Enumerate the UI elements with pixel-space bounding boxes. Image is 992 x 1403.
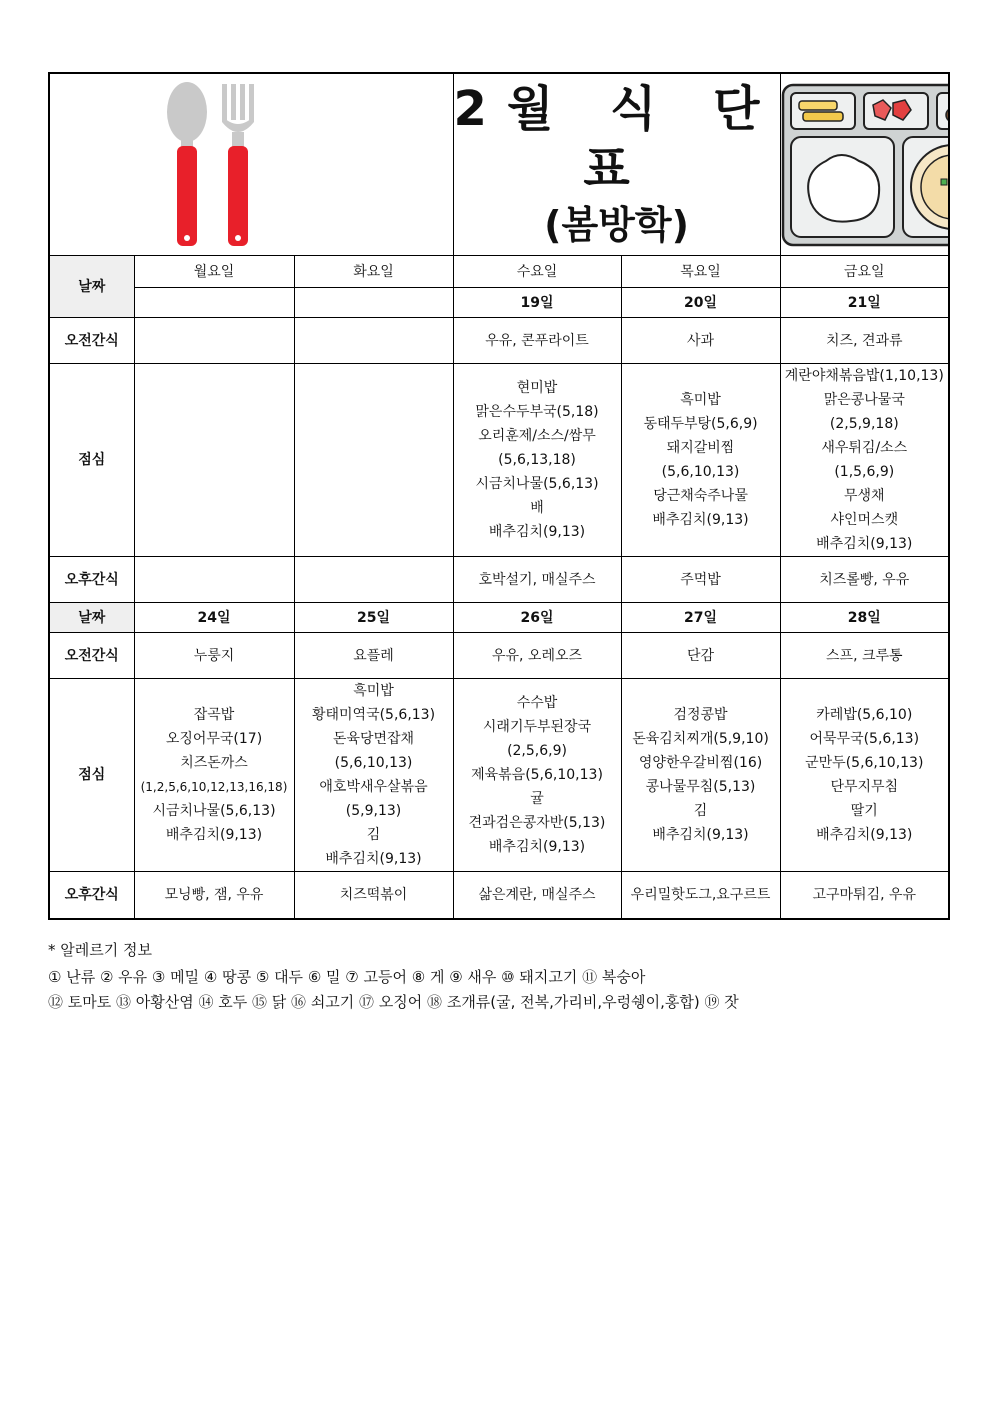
- week1-lunch-fri: [780, 364, 949, 557]
- lunch-item: (5,9,13): [345, 803, 402, 819]
- date-label: 날짜: [49, 256, 134, 318]
- week2-am-snack-fri: 스프, 크루통: [780, 633, 949, 679]
- week1-lunch-mon: [134, 364, 294, 557]
- lunch-item: 귤: [530, 791, 544, 807]
- lunch-item: 치즈돈까스: [180, 755, 248, 771]
- lunch-item: 배추김치(9,13): [488, 524, 586, 540]
- lunch-item: 영양한우갈비찜(16): [638, 755, 763, 771]
- weekday-tue: 화요일: [294, 256, 453, 288]
- lunch-item: 시래기두부된장국: [482, 719, 592, 735]
- menu-sheet: [48, 72, 948, 920]
- lunch-item: (2,5,9,18): [829, 416, 899, 432]
- lunch-label-week2: 점심: [49, 679, 134, 872]
- lunch-item: 제육볶음(5,6,10,13): [471, 767, 603, 783]
- lunch-item: 배추김치(9,13): [816, 827, 913, 843]
- lunch-item: 배추김치(9,13): [165, 827, 263, 843]
- week2-date-thu: 27일: [621, 603, 780, 633]
- week2-lunch-fri: [780, 679, 949, 872]
- week1-lunch-wed: [453, 364, 621, 557]
- week2-lunch-thu: [621, 679, 780, 872]
- lunch-item: 배추김치(9,13): [816, 536, 913, 552]
- morning-snack-label: 오전간식: [49, 318, 134, 364]
- week1-pm-snack-wed: 호박설기, 매실주스: [453, 557, 621, 603]
- lunch-item: 시금치나물(5,6,13): [475, 476, 599, 492]
- week2-am-snack-wed: 우유, 오레오즈: [453, 633, 621, 679]
- fork-icon: [222, 84, 254, 246]
- lunch-item: (5,6,10,13): [661, 464, 740, 480]
- lunch-item: 당근채숙주나물: [653, 488, 748, 504]
- allergy-line-2: ⑫ 토마토 ⑬ 아황산염 ⑭ 호두 ⑮ 닭 ⑯ 쇠고기 ⑰ 오징어 ⑱ 조개류(굴, 전복,가리비,우렁쉥이,홍합) ⑲ 잣: [48, 993, 739, 1011]
- allergy-line-1: ① 난류 ② 우유 ③ 메밀 ④ 땅콩 ⑤ 대두 ⑥ 밀 ⑦ 고등어 ⑧ 게 ⑨ 새우 ⑩ 돼지고기 ⑪ 복숭아: [48, 968, 646, 986]
- weekday-wed: 수요일: [453, 256, 621, 288]
- week2-lunch-wed: [453, 679, 621, 872]
- lunch-item: 잡곡밥: [193, 707, 235, 723]
- lunch-item: (1,2,5,6,10,12,13,16,18): [140, 780, 288, 794]
- lunch-label: 점심: [49, 364, 134, 557]
- lunch-item: 콩나물무침(5,13): [645, 779, 756, 795]
- lunch-item: 배: [530, 500, 544, 516]
- week1-am-snack-tue: [294, 318, 453, 364]
- tray-cell: [780, 73, 949, 256]
- meal-tray-icon: [781, 83, 950, 247]
- week2-pm-snack-tue: 치즈떡볶이: [294, 872, 453, 920]
- lunch-item: 돼지갈비찜: [666, 440, 735, 456]
- allergy-info: [48, 938, 739, 1015]
- lunch-item: 딸기: [850, 803, 878, 819]
- menu-table: [48, 72, 950, 920]
- lunch-item: 어묵무국(5,6,13): [809, 731, 920, 747]
- lunch-item: 오징어무국(17): [165, 731, 263, 747]
- utensils-cell: [49, 73, 453, 256]
- week2-pm-snack-wed: 삶은계란, 매실주스: [453, 872, 621, 920]
- lunch-item: 배추김치(9,13): [488, 839, 586, 855]
- week1-date-mon: [134, 288, 294, 318]
- lunch-item: 샤인머스캣: [830, 512, 899, 528]
- lunch-item: 카레밥(5,6,10): [816, 707, 913, 723]
- lunch-item: 맑은수두부국(5,18): [475, 404, 599, 420]
- week1-date-thu: 20일: [621, 288, 780, 318]
- lunch-item: 오리훈제/소스/쌈무: [478, 428, 596, 444]
- afternoon-snack-label-week2: 오후간식: [49, 872, 134, 920]
- lunch-item: 흑미밥: [680, 392, 721, 408]
- lunch-item: (2,5,6,9): [507, 743, 567, 759]
- lunch-item: 현미밥: [516, 380, 558, 396]
- week1-am-snack-mon: [134, 318, 294, 364]
- morning-snack-label-week2: 오전간식: [49, 633, 134, 679]
- page-subtitle: (봄방학): [544, 202, 689, 247]
- lunch-item: 흑미밥: [353, 683, 394, 699]
- lunch-item: (5,6,13,18): [498, 452, 576, 468]
- week1-date-tue: [294, 288, 453, 318]
- lunch-item: 견과검은콩자반(5,13): [468, 815, 606, 831]
- week2-date-mon: 24일: [134, 603, 294, 633]
- week1-pm-snack-mon: [134, 557, 294, 603]
- week2-pm-snack-mon: 모닝빵, 잼, 우유: [134, 872, 294, 920]
- lunch-item: (1,5,6,9): [834, 464, 895, 480]
- week2-pm-snack-thu: 우리밀핫도그,요구르트: [621, 872, 780, 920]
- week2-pm-snack-fri: 고구마튀김, 우유: [780, 872, 949, 920]
- page-title: 2월 식 단 표: [453, 80, 780, 197]
- lunch-item: 단무지무침: [830, 779, 899, 795]
- lunch-item: 검정콩밥: [673, 707, 728, 723]
- week1-am-snack-thu: 사과: [621, 318, 780, 364]
- lunch-item: 애호박새우살볶음: [319, 779, 428, 795]
- week2-am-snack-thu: 단감: [621, 633, 780, 679]
- allergy-title: * 알레르기 정보: [48, 941, 152, 959]
- spoon-icon: [167, 82, 207, 246]
- weekday-mon: 월요일: [134, 256, 294, 288]
- week1-lunch-tue: [294, 364, 453, 557]
- lunch-item: 배추김치(9,13): [652, 827, 749, 843]
- lunch-item: 계란야채볶음밥(1,10,13): [784, 368, 944, 384]
- week1-date-fri: 21일: [780, 288, 949, 318]
- lunch-item: 돈육당면잡채: [332, 731, 415, 747]
- lunch-item: 맑은콩나물국: [823, 392, 905, 408]
- week1-pm-snack-tue: [294, 557, 453, 603]
- lunch-item: 무생채: [843, 488, 885, 504]
- afternoon-snack-label: 오후간식: [49, 557, 134, 603]
- lunch-item: 김: [366, 827, 381, 843]
- title-cell: [453, 73, 780, 256]
- weekday-thu: 목요일: [621, 256, 780, 288]
- week1-lunch-thu: [621, 364, 780, 557]
- lunch-item: 돈육김치찌개(5,9,10): [632, 731, 769, 747]
- lunch-item: 배추김치(9,13): [325, 851, 422, 867]
- week2-lunch-tue: [294, 679, 453, 872]
- week1-pm-snack-fri: 치즈롤빵, 우유: [780, 557, 949, 603]
- utensils-icon: [162, 80, 282, 250]
- lunch-item: 동태두부탕(5,6,9): [643, 416, 758, 432]
- week1-am-snack-fri: 치즈, 견과류: [780, 318, 949, 364]
- week2-date-tue: 25일: [294, 603, 453, 633]
- week1-date-wed: 19일: [453, 288, 621, 318]
- week2-am-snack-mon: 누룽지: [134, 633, 294, 679]
- week2-am-snack-tue: 요플레: [294, 633, 453, 679]
- week2-lunch-mon: [134, 679, 294, 872]
- lunch-item: 수수밥: [516, 695, 558, 711]
- week1-pm-snack-thu: 주먹밥: [621, 557, 780, 603]
- date-label-week2: 날짜: [49, 603, 134, 633]
- lunch-item: (5,6,10,13): [334, 755, 413, 771]
- week1-am-snack-wed: 우유, 콘푸라이트: [453, 318, 621, 364]
- week2-date-fri: 28일: [780, 603, 949, 633]
- weekday-fri: 금요일: [780, 256, 949, 288]
- lunch-item: 새우튀김/소스: [821, 440, 908, 456]
- lunch-item: 배추김치(9,13): [652, 512, 749, 528]
- lunch-item: 황태미역국(5,6,13): [311, 707, 436, 723]
- lunch-item: 시금치나물(5,6,13): [152, 803, 276, 819]
- lunch-item: 김: [693, 803, 708, 819]
- lunch-item: 군만두(5,6,10,13): [805, 755, 924, 771]
- week2-date-wed: 26일: [453, 603, 621, 633]
